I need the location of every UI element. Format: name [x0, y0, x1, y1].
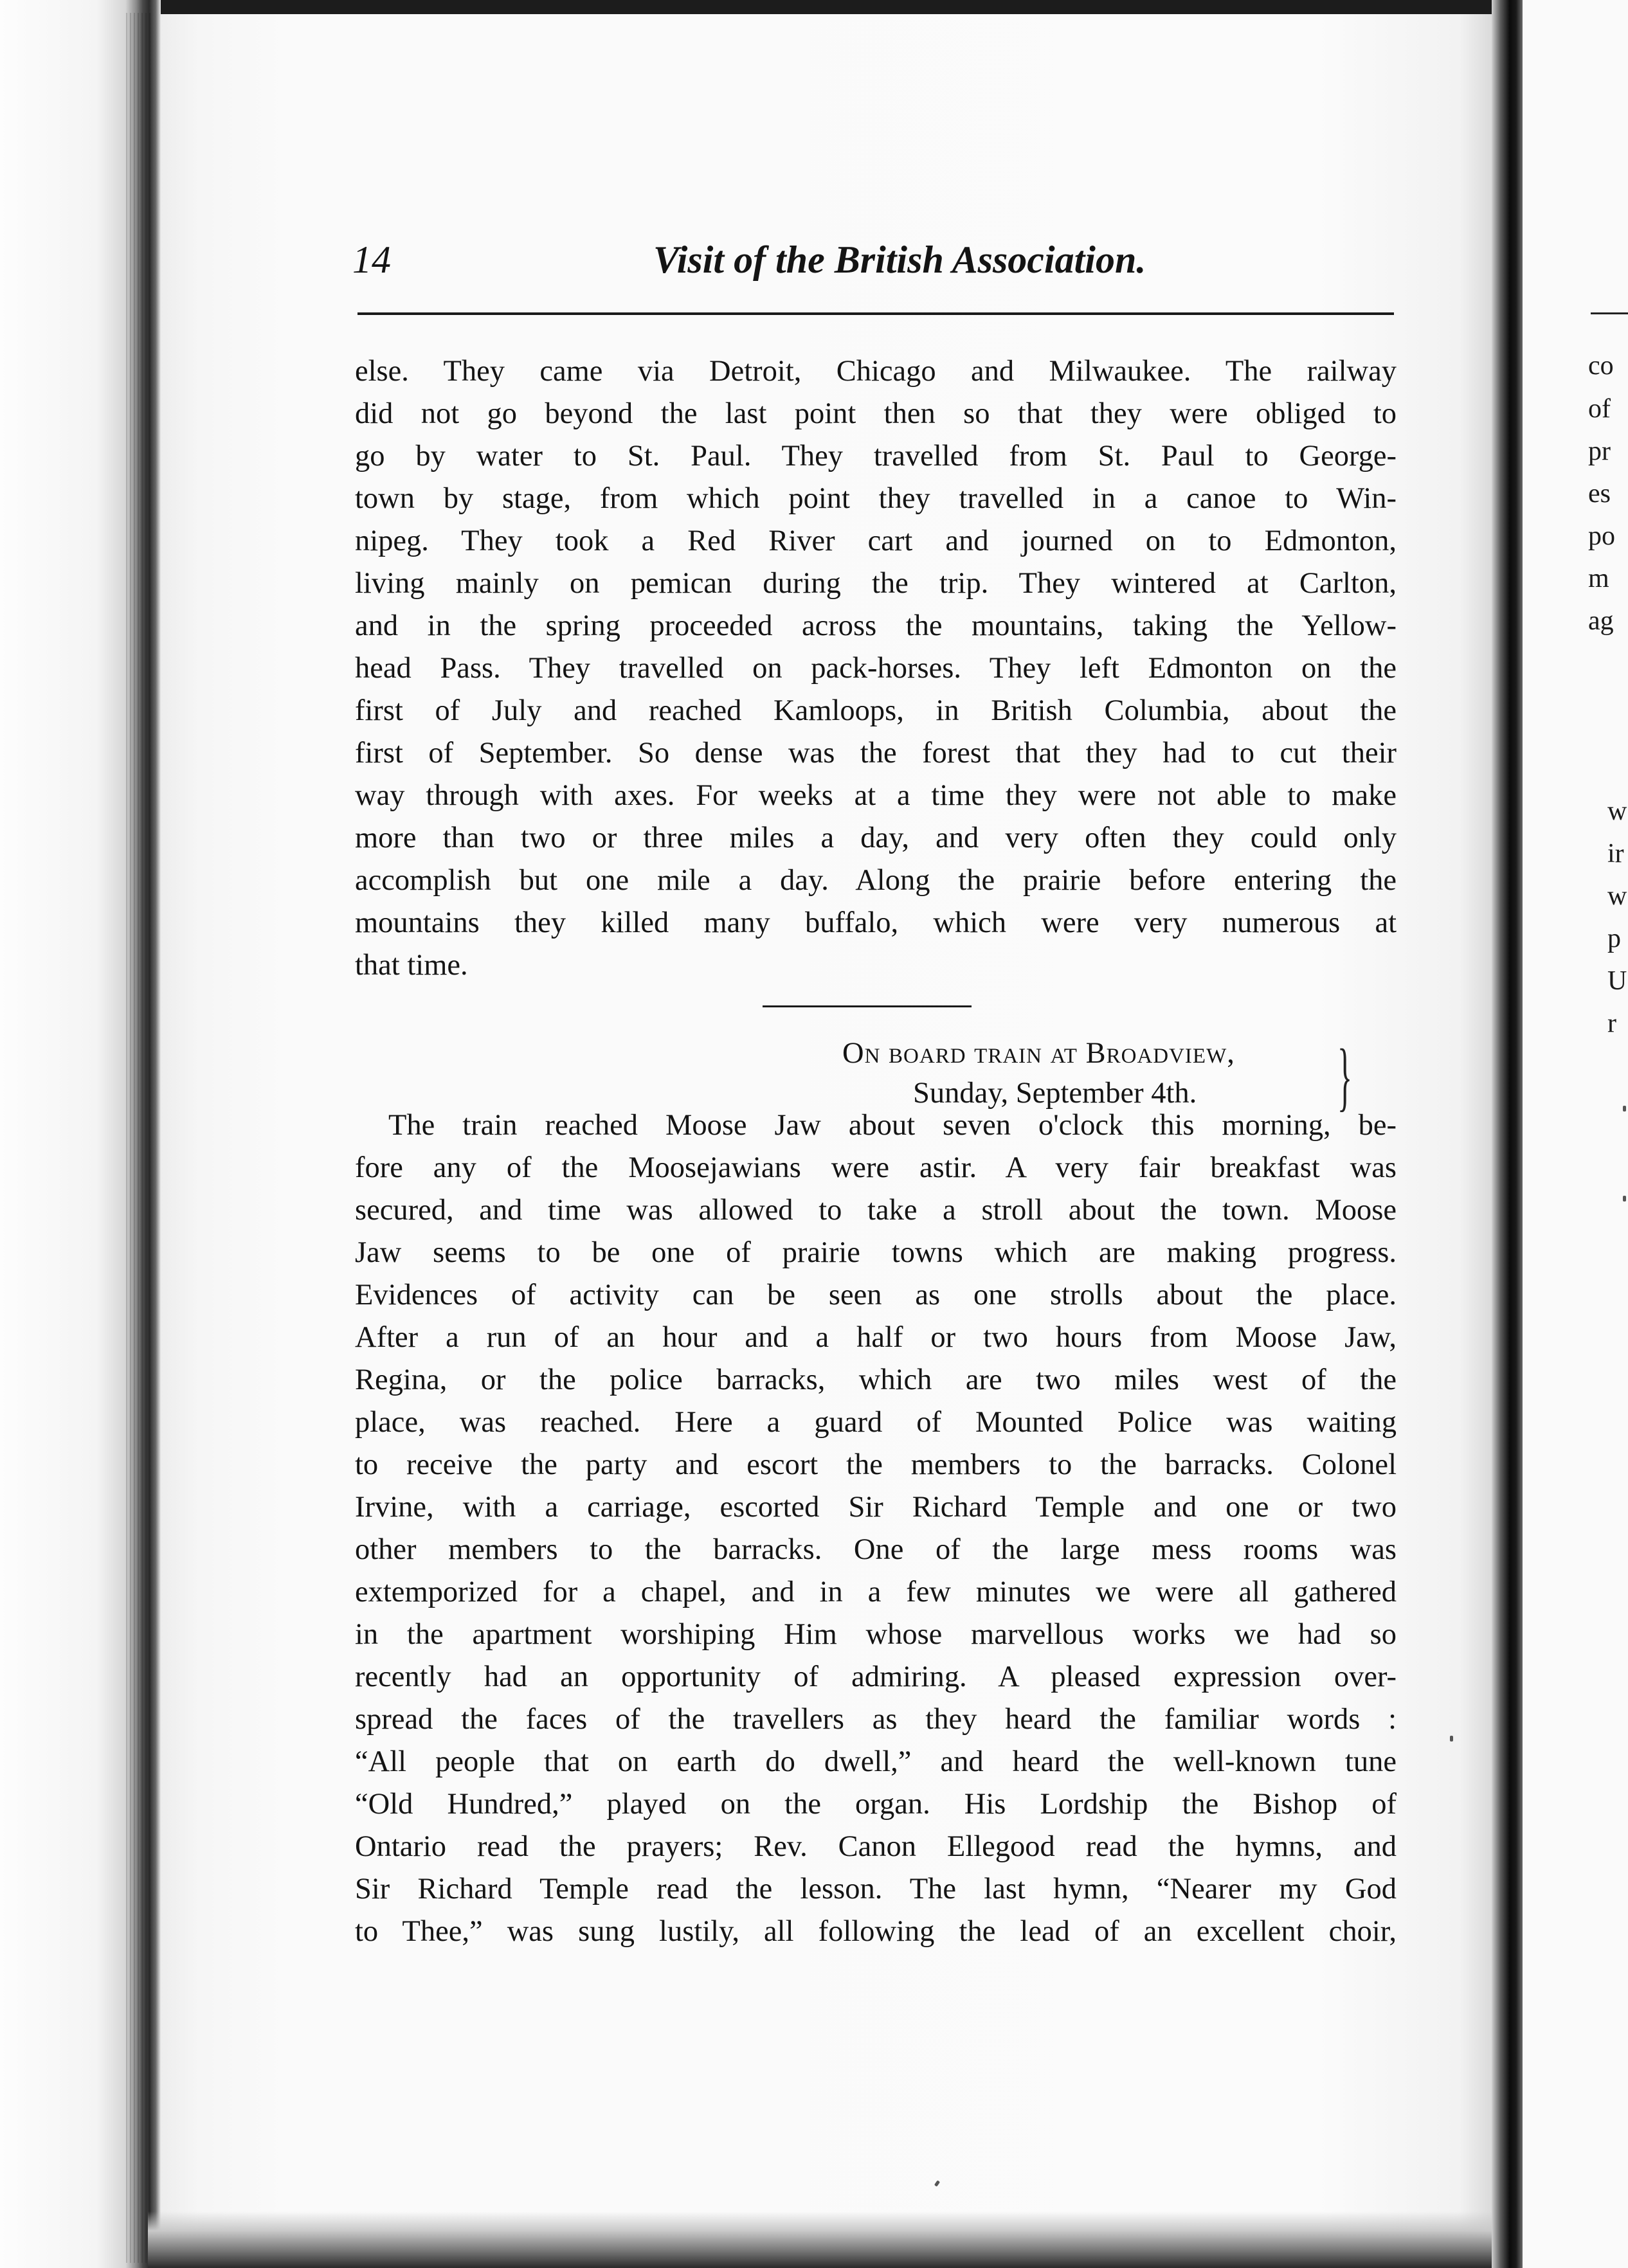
facing-page-fragment: ir — [1607, 839, 1624, 869]
text-line: “Old Hundred,” played on the organ. His Lordship the Bishop of — [355, 1788, 1397, 1821]
text-line: mountains they killed many buffalo, which were very numerous at — [355, 906, 1397, 939]
text-line: head Pass. They travelled on pack-horses. They left Edmonton on the — [355, 652, 1397, 685]
book-gutter — [1492, 0, 1523, 2268]
header-rule — [357, 312, 1394, 315]
text-line: “All people that on earth do dwell,” and heard the well-known tune — [355, 1745, 1397, 1778]
facing-page-fragment: of — [1588, 394, 1611, 424]
text-line: other members to the barracks. One of the large mess rooms was — [355, 1533, 1397, 1566]
text-line: extemporized for a chapel, and in a few minutes we were all gathered — [355, 1576, 1397, 1608]
dateline-place: On board train at Broadview, — [842, 1037, 1235, 1070]
text-line: go by water to St. Paul. They travelled from St. Paul to George- — [355, 440, 1397, 473]
text-line: Irvine, with a carriage, escorted Sir Richard Temple and one or two — [355, 1491, 1397, 1524]
scan-speck — [1623, 1196, 1626, 1202]
text-line: recently had an opportunity of admiring. A pleased expression over- — [355, 1661, 1397, 1693]
text-line: place, was reached. Here a guard of Mounted Police was waiting — [355, 1406, 1397, 1439]
text-line: Sir Richard Temple read the lesson. The last hymn, “Nearer my God — [355, 1873, 1397, 1905]
scan-speck — [1623, 1106, 1626, 1112]
facing-page-fragment: r — [1607, 1009, 1616, 1038]
text-line: Regina, or the police barracks, which are two miles west of the — [355, 1364, 1397, 1396]
facing-page-fragment: w — [1607, 797, 1627, 826]
running-head — [352, 238, 1394, 296]
facing-page-fragment: U — [1607, 966, 1627, 996]
text-line: spread the faces of the travellers as they heard the familiar words : — [355, 1703, 1397, 1736]
facing-page-fragment: po — [1588, 521, 1615, 551]
text-line: first of September. So dense was the forest that they had to cut their — [355, 737, 1397, 770]
text-line: first of July and reached Kamloops, in British Columbia, about the — [355, 694, 1397, 727]
text-line: way through with axes. For weeks at a time they were not able to make — [355, 779, 1397, 812]
text-line: living mainly on pemican during the trip. They wintered at Carlton, — [355, 567, 1397, 600]
text-line: After a run of an hour and a half or two hours from Moose Jaw, — [355, 1321, 1397, 1354]
text-line: to receive the party and escort the members to the barracks. Colonel — [355, 1448, 1397, 1481]
facing-page-rule — [1591, 312, 1628, 314]
text-line: else. They came via Detroit, Chicago and Milwaukee. The railway — [355, 355, 1397, 388]
text-line: The train reached Moose Jaw about seven o'clock this morning, be- — [388, 1109, 1397, 1142]
dateline-date: Sunday, September 4th. — [913, 1077, 1197, 1110]
text-line: secured, and time was allowed to take a stroll about the town. Moose — [355, 1194, 1397, 1227]
text-line: Jaw seems to be one of prairie towns which are making progress. — [355, 1236, 1397, 1269]
facing-page — [1523, 0, 1628, 2268]
paragraph-1 — [355, 350, 1397, 987]
running-title: Visit of the British Association. — [653, 239, 1146, 281]
page-edges — [126, 13, 152, 2263]
facing-page-fragment: es — [1588, 479, 1611, 509]
text-line: nipeg. They took a Red River cart and journed on to Edmonton, — [355, 525, 1397, 557]
text-line: more than two or three miles a day, and very often they could only — [355, 822, 1397, 854]
book-page-bottom-edge — [148, 2211, 1505, 2268]
scan-top-border — [0, 0, 1628, 14]
page-number: 14 — [352, 239, 391, 281]
text-line: fore any of the Moosejawians were astir. A very fair breakfast was — [355, 1151, 1397, 1184]
text-line: in the apartment worshiping Him whose marvellous works we had so — [355, 1618, 1397, 1651]
facing-page-fragment: pr — [1588, 437, 1611, 466]
text-line: to Thee,” was sung lustily, all following the lead of an excellent choir, — [355, 1915, 1397, 1948]
text-line: that time. — [355, 949, 468, 982]
text-line: and in the spring proceeded across the mountains, taking the Yellow- — [355, 609, 1397, 642]
dateline — [842, 1033, 1357, 1119]
text-line: Evidences of activity can be seen as one strolls about the place. — [355, 1279, 1397, 1311]
paragraph-2 — [355, 1104, 1397, 1953]
text-line: town by stage, from which point they travelled in a canoe to Win- — [355, 482, 1397, 515]
text-line: did not go beyond the last point then so that they were obliged to — [355, 397, 1397, 430]
facing-page-fragment: p — [1607, 924, 1621, 953]
facing-page-fragment: m — [1588, 564, 1609, 593]
section-divider — [763, 1005, 972, 1007]
text-line: Ontario read the prayers; Rev. Canon Ellegood read the hymns, and — [355, 1830, 1397, 1863]
scan-speck — [1450, 1736, 1453, 1742]
text-line: accomplish but one mile a day. Along the prairie before entering the — [355, 864, 1397, 897]
brace-icon: } — [1337, 1033, 1353, 1119]
facing-page-fragment: ag — [1588, 606, 1614, 636]
facing-page-fragment: co — [1588, 351, 1614, 381]
facing-page-fragment: w — [1607, 881, 1627, 911]
